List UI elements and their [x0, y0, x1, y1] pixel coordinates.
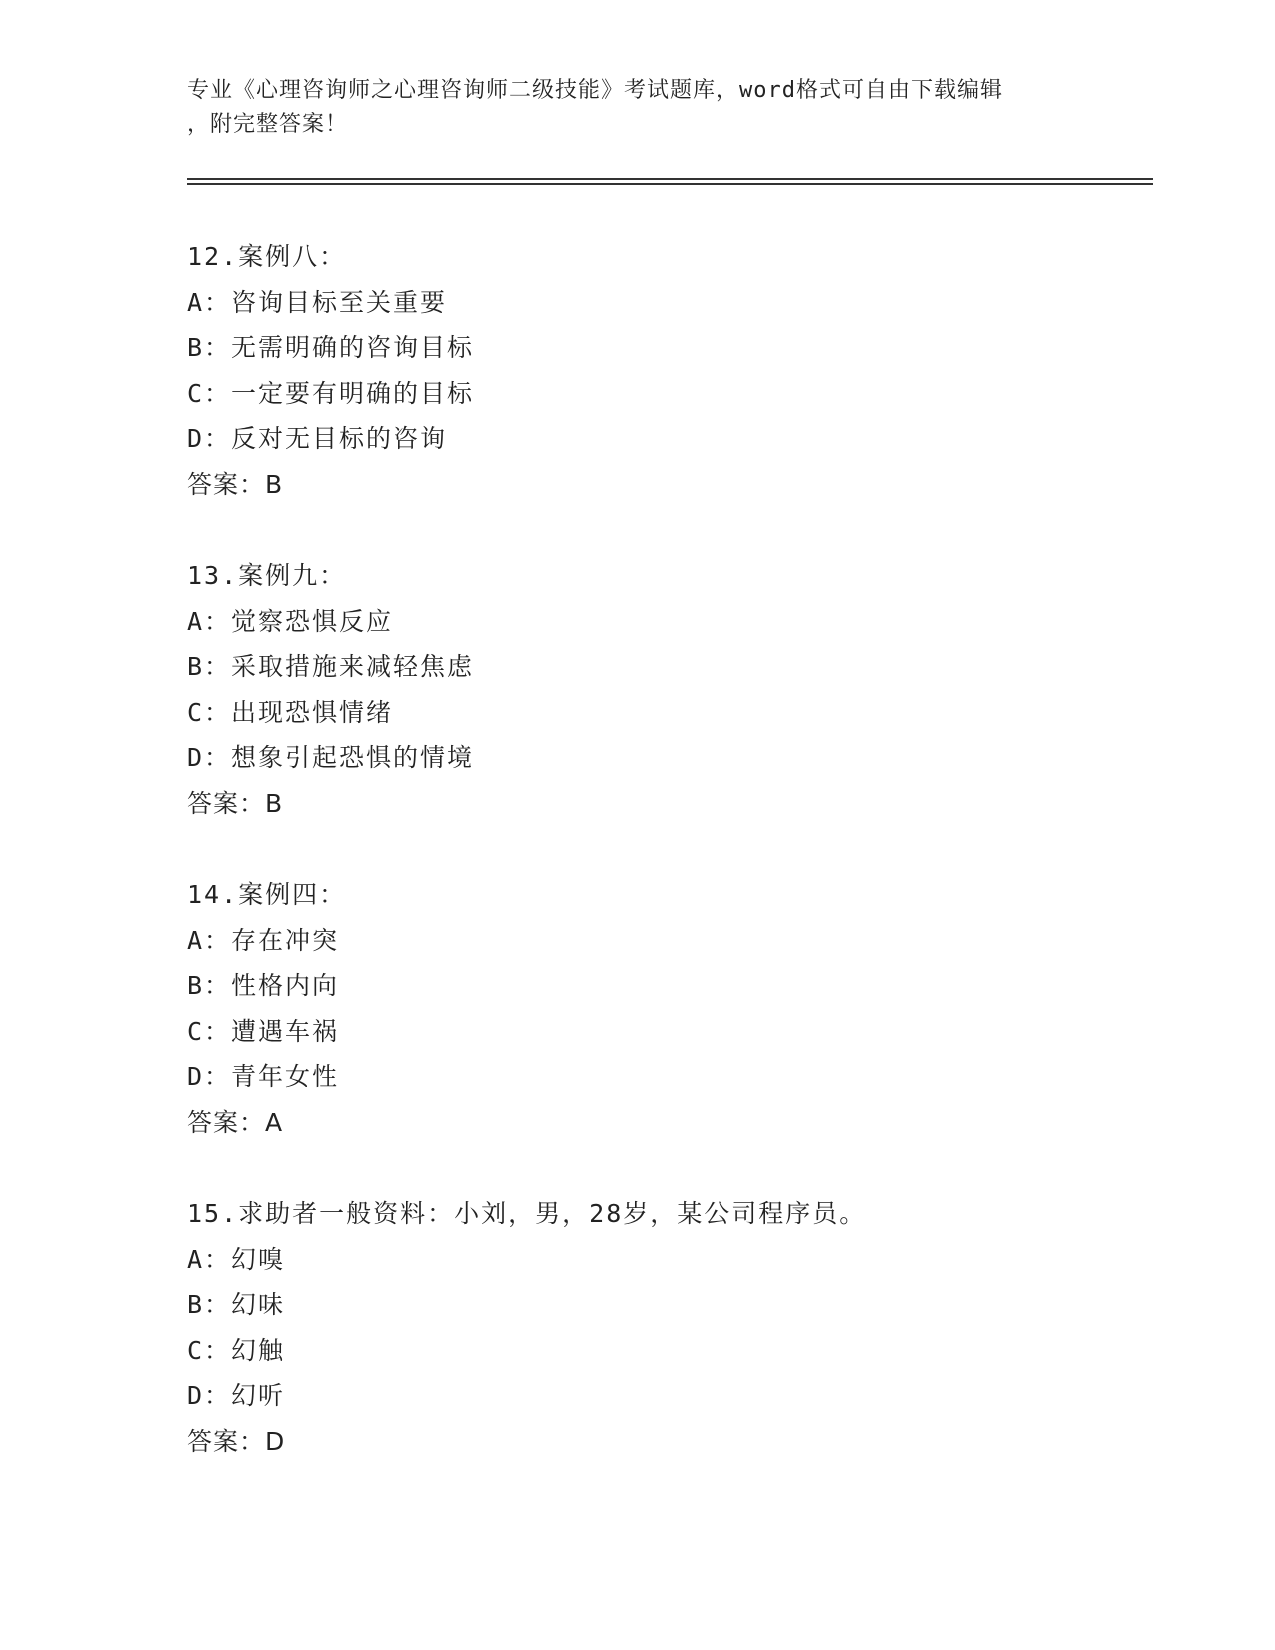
question-stem: 15.求助者一般资料：小刘，男，28岁，某公司程序员。	[187, 1199, 867, 1228]
question-13	[187, 553, 1187, 827]
answer: 答案：A	[187, 1107, 284, 1137]
option-d: D：想象引起恐惧的情境	[187, 743, 475, 773]
document-header	[187, 74, 1067, 142]
option-d: D：幻听	[187, 1381, 286, 1411]
option-d: D：青年女性	[187, 1062, 340, 1092]
option-d: D：反对无目标的咨询	[187, 424, 448, 454]
option-c: C：幻触	[187, 1335, 286, 1365]
question-12	[187, 234, 1187, 508]
question-15	[187, 1191, 1187, 1465]
header-divider-bottom	[187, 183, 1153, 185]
option-a: A：觉察恐惧反应	[187, 606, 394, 636]
question-stem: 13.案例九：	[187, 561, 347, 590]
option-b: B：性格内向	[187, 971, 340, 1001]
option-b: B：采取措施来减轻焦虑	[187, 652, 475, 682]
option-c: C：出现恐惧情绪	[187, 697, 394, 727]
question-stem: 14.案例四：	[187, 880, 347, 909]
option-c: C：遭遇车祸	[187, 1016, 340, 1046]
option-a: A：存在冲突	[187, 925, 340, 955]
header-line-1: 专业《心理咨询师之心理咨询师二级技能》考试题库，word格式可自由下载编辑	[187, 78, 1003, 103]
question-stem: 12.案例八：	[187, 242, 347, 271]
answer: 答案：B	[187, 469, 284, 499]
option-c: C：一定要有明确的目标	[187, 378, 475, 408]
header-divider-top	[187, 178, 1153, 180]
question-14	[187, 872, 1187, 1146]
option-b: B：无需明确的咨询目标	[187, 333, 475, 363]
header-line-2: ，附完整答案！	[187, 112, 349, 137]
option-a: A：幻嗅	[187, 1244, 286, 1274]
option-a: A：咨询目标至关重要	[187, 287, 448, 317]
answer: 答案：D	[187, 1426, 286, 1456]
answer: 答案：B	[187, 788, 284, 818]
option-b: B：幻味	[187, 1290, 286, 1320]
